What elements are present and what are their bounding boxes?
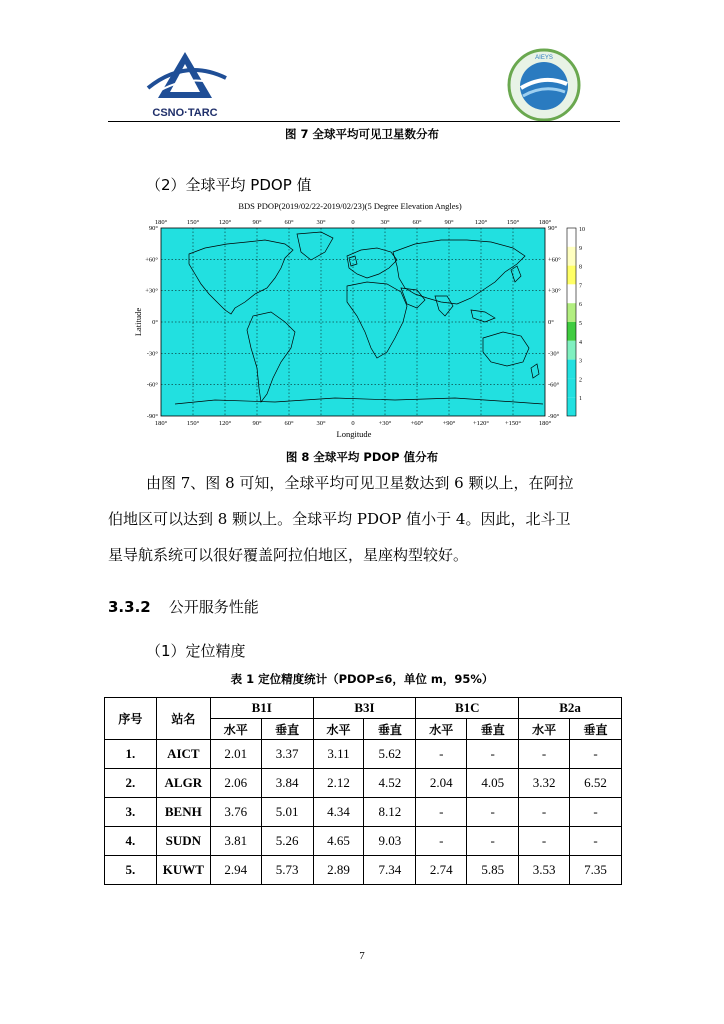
row-station: AICT (156, 740, 210, 769)
row-seq: 1. (105, 740, 157, 769)
colorbar-segment (567, 303, 576, 322)
map-xlabel: Longitude (336, 429, 372, 439)
row-station: BENH (156, 798, 210, 827)
row-value: - (570, 740, 622, 769)
row-value: 2.04 (416, 769, 467, 798)
map-bottom-tick-label: 180° (538, 420, 552, 427)
signal-b1i-header: B1I (210, 698, 313, 719)
row-value: 3.37 (261, 740, 313, 769)
row-seq: 5. (105, 856, 157, 885)
row-value: - (519, 798, 570, 827)
row-value: 5.73 (261, 856, 313, 885)
map-right-tick-label: 0° (548, 319, 554, 326)
row-value: - (416, 740, 467, 769)
map-bottom-tick-label: 60° (284, 420, 294, 427)
row-value: 7.35 (570, 856, 622, 885)
row-value: 4.65 (313, 827, 364, 856)
subheader-vertical: 垂直 (261, 719, 313, 740)
map-title: BDS PDOP(2019/02/22-2019/02/23)(5 Degree Elevation Angles) (238, 201, 462, 211)
map-top-tick-label: 180° (154, 219, 168, 226)
table1-caption: 表 1 定位精度统计（PDOP≤6，单位 m，95%） (230, 672, 494, 686)
row-value: 2.74 (416, 856, 467, 885)
subheader-vertical: 垂直 (467, 719, 519, 740)
table-row (105, 856, 622, 885)
map-top-tick-label: 30° (380, 219, 390, 226)
subheader-vertical: 垂直 (570, 719, 622, 740)
csno-tarc-logo (140, 48, 230, 122)
map-top-tick-label: 30° (316, 219, 326, 226)
map-top-tick-label: 60° (284, 219, 294, 226)
table-row (105, 827, 622, 856)
left-logo-text: CSNO·TARC (152, 107, 218, 119)
row-value: 2.01 (210, 740, 261, 769)
colorbar-label: 4 (579, 339, 582, 346)
row-value: 4.05 (467, 769, 519, 798)
subsection-accuracy-title: （1）定位精度 (146, 642, 246, 660)
colorbar-segment (567, 397, 576, 416)
map-top-tick-label: 150° (186, 219, 200, 226)
row-value: 3.76 (210, 798, 261, 827)
figure8-caption: 图 8 全球平均 PDOP 值分布 (285, 450, 439, 464)
right-logo-text: AIEYS (535, 55, 553, 61)
row-value: 3.32 (519, 769, 570, 798)
map-top-tick-label: 120° (218, 219, 232, 226)
colorbar (567, 227, 585, 416)
row-value: 5.26 (261, 827, 313, 856)
subheader-horizontal: 水平 (210, 719, 261, 740)
map-bottom-tick-label: 150° (186, 420, 200, 427)
colorbar-segment (567, 266, 576, 285)
signal-b2a-header: B2a (519, 698, 622, 719)
map-bottom-tick-label: 90° (252, 420, 262, 427)
section-heading (108, 596, 259, 617)
table-row (105, 769, 622, 798)
subheader-horizontal: 水平 (313, 719, 364, 740)
row-value: 5.01 (261, 798, 313, 827)
table-row (105, 740, 622, 769)
table-header-row (105, 698, 622, 719)
row-value: 2.06 (210, 769, 261, 798)
map-left-tick-label: -30° (146, 350, 158, 358)
signal-b1c-header: B1C (416, 698, 519, 719)
row-seq: 2. (105, 769, 157, 798)
map-right-tick-label: -30° (548, 350, 560, 358)
paragraph-line-2: 伯地区可以达到 8 颗以上。全球平均 PDOP 值小于 4。因此，北斗卫 (108, 510, 571, 528)
map-right-tick-label: +30° (548, 287, 561, 295)
map-left-tick-label: 0° (152, 319, 158, 326)
signal-b3i-header: B3I (313, 698, 416, 719)
map-bottom-tick-label: 180° (154, 420, 168, 427)
row-value: 3.81 (210, 827, 261, 856)
colorbar-label: 3 (579, 358, 582, 365)
row-seq: 3. (105, 798, 157, 827)
map-bottom-tick-label: +60° (410, 420, 424, 427)
subheader-horizontal: 水平 (519, 719, 570, 740)
map-left-tick-label: -90° (146, 413, 158, 420)
colorbar-label: 7 (579, 283, 582, 290)
section-number: 3.3.2 (108, 598, 151, 616)
row-station: KUWT (156, 856, 210, 885)
map-bottom-tick-label: +120° (472, 420, 490, 427)
colorbar-segment (567, 341, 576, 360)
map-left-tick-label: -60° (146, 381, 158, 389)
row-station: SUDN (156, 827, 210, 856)
row-value: - (416, 798, 467, 827)
map-top-tick-label: 0 (351, 219, 355, 226)
aieys-logo (507, 48, 581, 122)
map-bottom-tick-label: 120° (218, 420, 232, 427)
row-value: - (467, 827, 519, 856)
row-value: 2.94 (210, 856, 261, 885)
row-station: ALGR (156, 769, 210, 798)
row-value: - (519, 740, 570, 769)
row-value: 8.12 (364, 798, 416, 827)
colorbar-segment (567, 284, 576, 303)
map-left-tick-label: +60° (145, 256, 158, 264)
map-right-tick-label: -90° (548, 413, 560, 420)
map-top-tick-label: 180° (538, 219, 552, 226)
row-value: - (570, 798, 622, 827)
subheader-vertical: 垂直 (364, 719, 416, 740)
colorbar-label: 10 (579, 227, 585, 233)
subheader-horizontal: 水平 (416, 719, 467, 740)
map-top-tick-label: 60° (412, 219, 422, 226)
colorbar-label: 5 (579, 321, 582, 327)
row-value: 9.03 (364, 827, 416, 856)
paragraph-line-1: 由图 7、图 8 可知，全球平均可见卫星数达到 6 颗以上，在阿拉 (146, 474, 574, 492)
row-value: 5.85 (467, 856, 519, 885)
subsection-pdop-title: （2）全球平均 PDOP 值 (146, 176, 312, 194)
map-top-tick-label: 120° (474, 219, 488, 226)
row-value: 4.52 (364, 769, 416, 798)
section-title: 公开服务性能 (168, 598, 259, 616)
row-value: - (467, 798, 519, 827)
colorbar-segment (567, 228, 576, 247)
map-top-tick-label: 90° (444, 219, 454, 226)
colorbar-segment (567, 322, 576, 341)
map-bottom-tick-label: 30° (316, 420, 326, 427)
colorbar-segment (567, 360, 576, 379)
row-value: 3.84 (261, 769, 313, 798)
map-bottom-tick-label: +30° (378, 420, 392, 427)
map-right-tick-label: -60° (548, 381, 560, 389)
accuracy-table (104, 697, 622, 885)
map-top-tick-label: 90° (252, 219, 262, 226)
row-value: - (416, 827, 467, 856)
colorbar-label: 9 (579, 245, 582, 252)
col-seq-header: 序号 (105, 698, 157, 740)
map-top-tick-label: 150° (506, 219, 520, 226)
row-value: 6.52 (570, 769, 622, 798)
row-value: - (467, 740, 519, 769)
row-value: 5.62 (364, 740, 416, 769)
colorbar-label: 8 (579, 264, 582, 271)
colorbar-segment (567, 247, 576, 266)
map-bottom-tick-label: +150° (504, 420, 522, 427)
row-value: 2.89 (313, 856, 364, 885)
page-number: 7 (359, 950, 365, 962)
map-right-tick-label: +60° (548, 256, 561, 264)
pdop-map-figure (135, 198, 595, 443)
row-seq: 4. (105, 827, 157, 856)
header-rule (108, 121, 620, 122)
map-right-tick-label: 90° (548, 225, 558, 232)
colorbar-label: 6 (579, 302, 582, 309)
row-value: 2.12 (313, 769, 364, 798)
map-left-tick-label: +30° (145, 287, 158, 295)
row-value: - (519, 827, 570, 856)
colorbar-segment (567, 378, 576, 397)
col-station-header: 站名 (156, 698, 210, 740)
figure7-caption: 图 7 全球平均可见卫星数分布 (284, 127, 439, 141)
colorbar-label: 2 (579, 377, 582, 384)
row-value: 7.34 (364, 856, 416, 885)
table-row (105, 798, 622, 827)
row-value: 3.53 (519, 856, 570, 885)
row-value: 3.11 (313, 740, 364, 769)
map-bottom-tick-label: 0 (351, 420, 355, 427)
paragraph-line-3: 星导航系统可以很好覆盖阿拉伯地区，星座构型较好。 (108, 546, 469, 564)
row-value: - (570, 827, 622, 856)
map-ylabel: Latitude (133, 307, 143, 337)
map-left-tick-label: 90° (148, 225, 158, 232)
map-bottom-tick-label: +90° (442, 420, 456, 427)
row-value: 4.34 (313, 798, 364, 827)
colorbar-label: 1 (579, 396, 582, 403)
